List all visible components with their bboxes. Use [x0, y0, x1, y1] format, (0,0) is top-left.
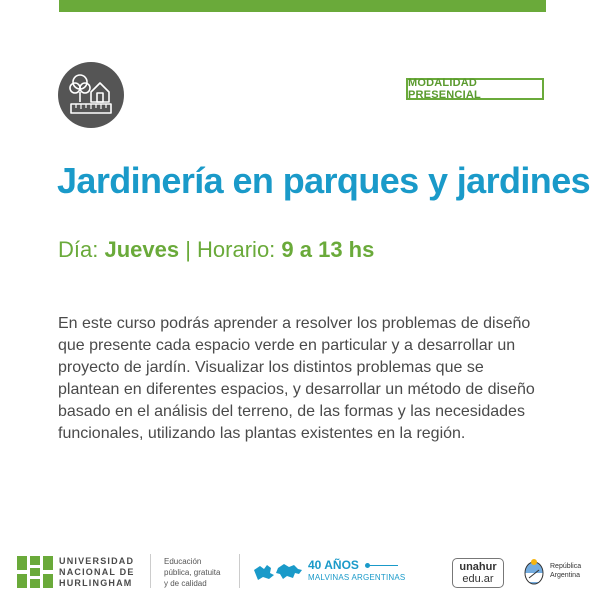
course-title: Jardinería en parques y jardines [57, 160, 591, 201]
tagline-line1: Educación [164, 557, 202, 566]
day-label: Día: [58, 237, 105, 262]
schedule-separator: | [179, 237, 198, 262]
unahur-logo-icon [17, 556, 53, 593]
tagline-line3: y de calidad [164, 579, 207, 588]
university-name-line3: HURLINGHAM [59, 578, 133, 588]
government-line2: Argentina [550, 572, 580, 579]
malvinas-subtitle: MALVINAS ARGENTINAS [308, 573, 406, 582]
university-name [59, 556, 139, 589]
footer [0, 552, 600, 592]
university-name-line2: NACIONAL DE [59, 567, 135, 577]
time-label: Horario: [197, 237, 282, 262]
footer-divider [150, 554, 151, 588]
malvinas-anniversary-title: 40 AÑOS [308, 558, 359, 572]
garden-house-ruler-icon [58, 62, 124, 128]
footer-divider [239, 554, 240, 588]
top-accent-bar [59, 0, 546, 12]
malvinas-line [368, 565, 398, 566]
education-tagline [164, 556, 236, 589]
day-value: Jueves [104, 237, 180, 262]
tagline-line2: pública, gratuita [164, 568, 221, 577]
website-badge [452, 558, 504, 588]
course-description: En este curso podrás aprender a resolver los problemas de diseño que presente cada espacio verde en particular y a desarrollar un proyecto de jardín. Visualizar los distintos problemas que se plantean en diferentes espacios, y desarrollar un método de diseño basado en el análisis del terreno, de las formas y las necesidades funcionales, utilizando las plantas existentes en la región. [58, 315, 535, 442]
argentina-seal-icon [522, 558, 546, 591]
government-line1: República [550, 563, 582, 570]
modality-badge: MODALIDAD PRESENCIAL [406, 78, 544, 100]
time-value: 9 a 13 hs [281, 237, 375, 262]
website-line2: edu.ar [462, 573, 494, 585]
government-name [550, 562, 598, 580]
website-line1: unahur [459, 561, 497, 573]
university-name-line1: UNIVERSIDAD [59, 556, 135, 566]
schedule-line [58, 237, 578, 263]
malvinas-islands-icon [252, 560, 304, 589]
